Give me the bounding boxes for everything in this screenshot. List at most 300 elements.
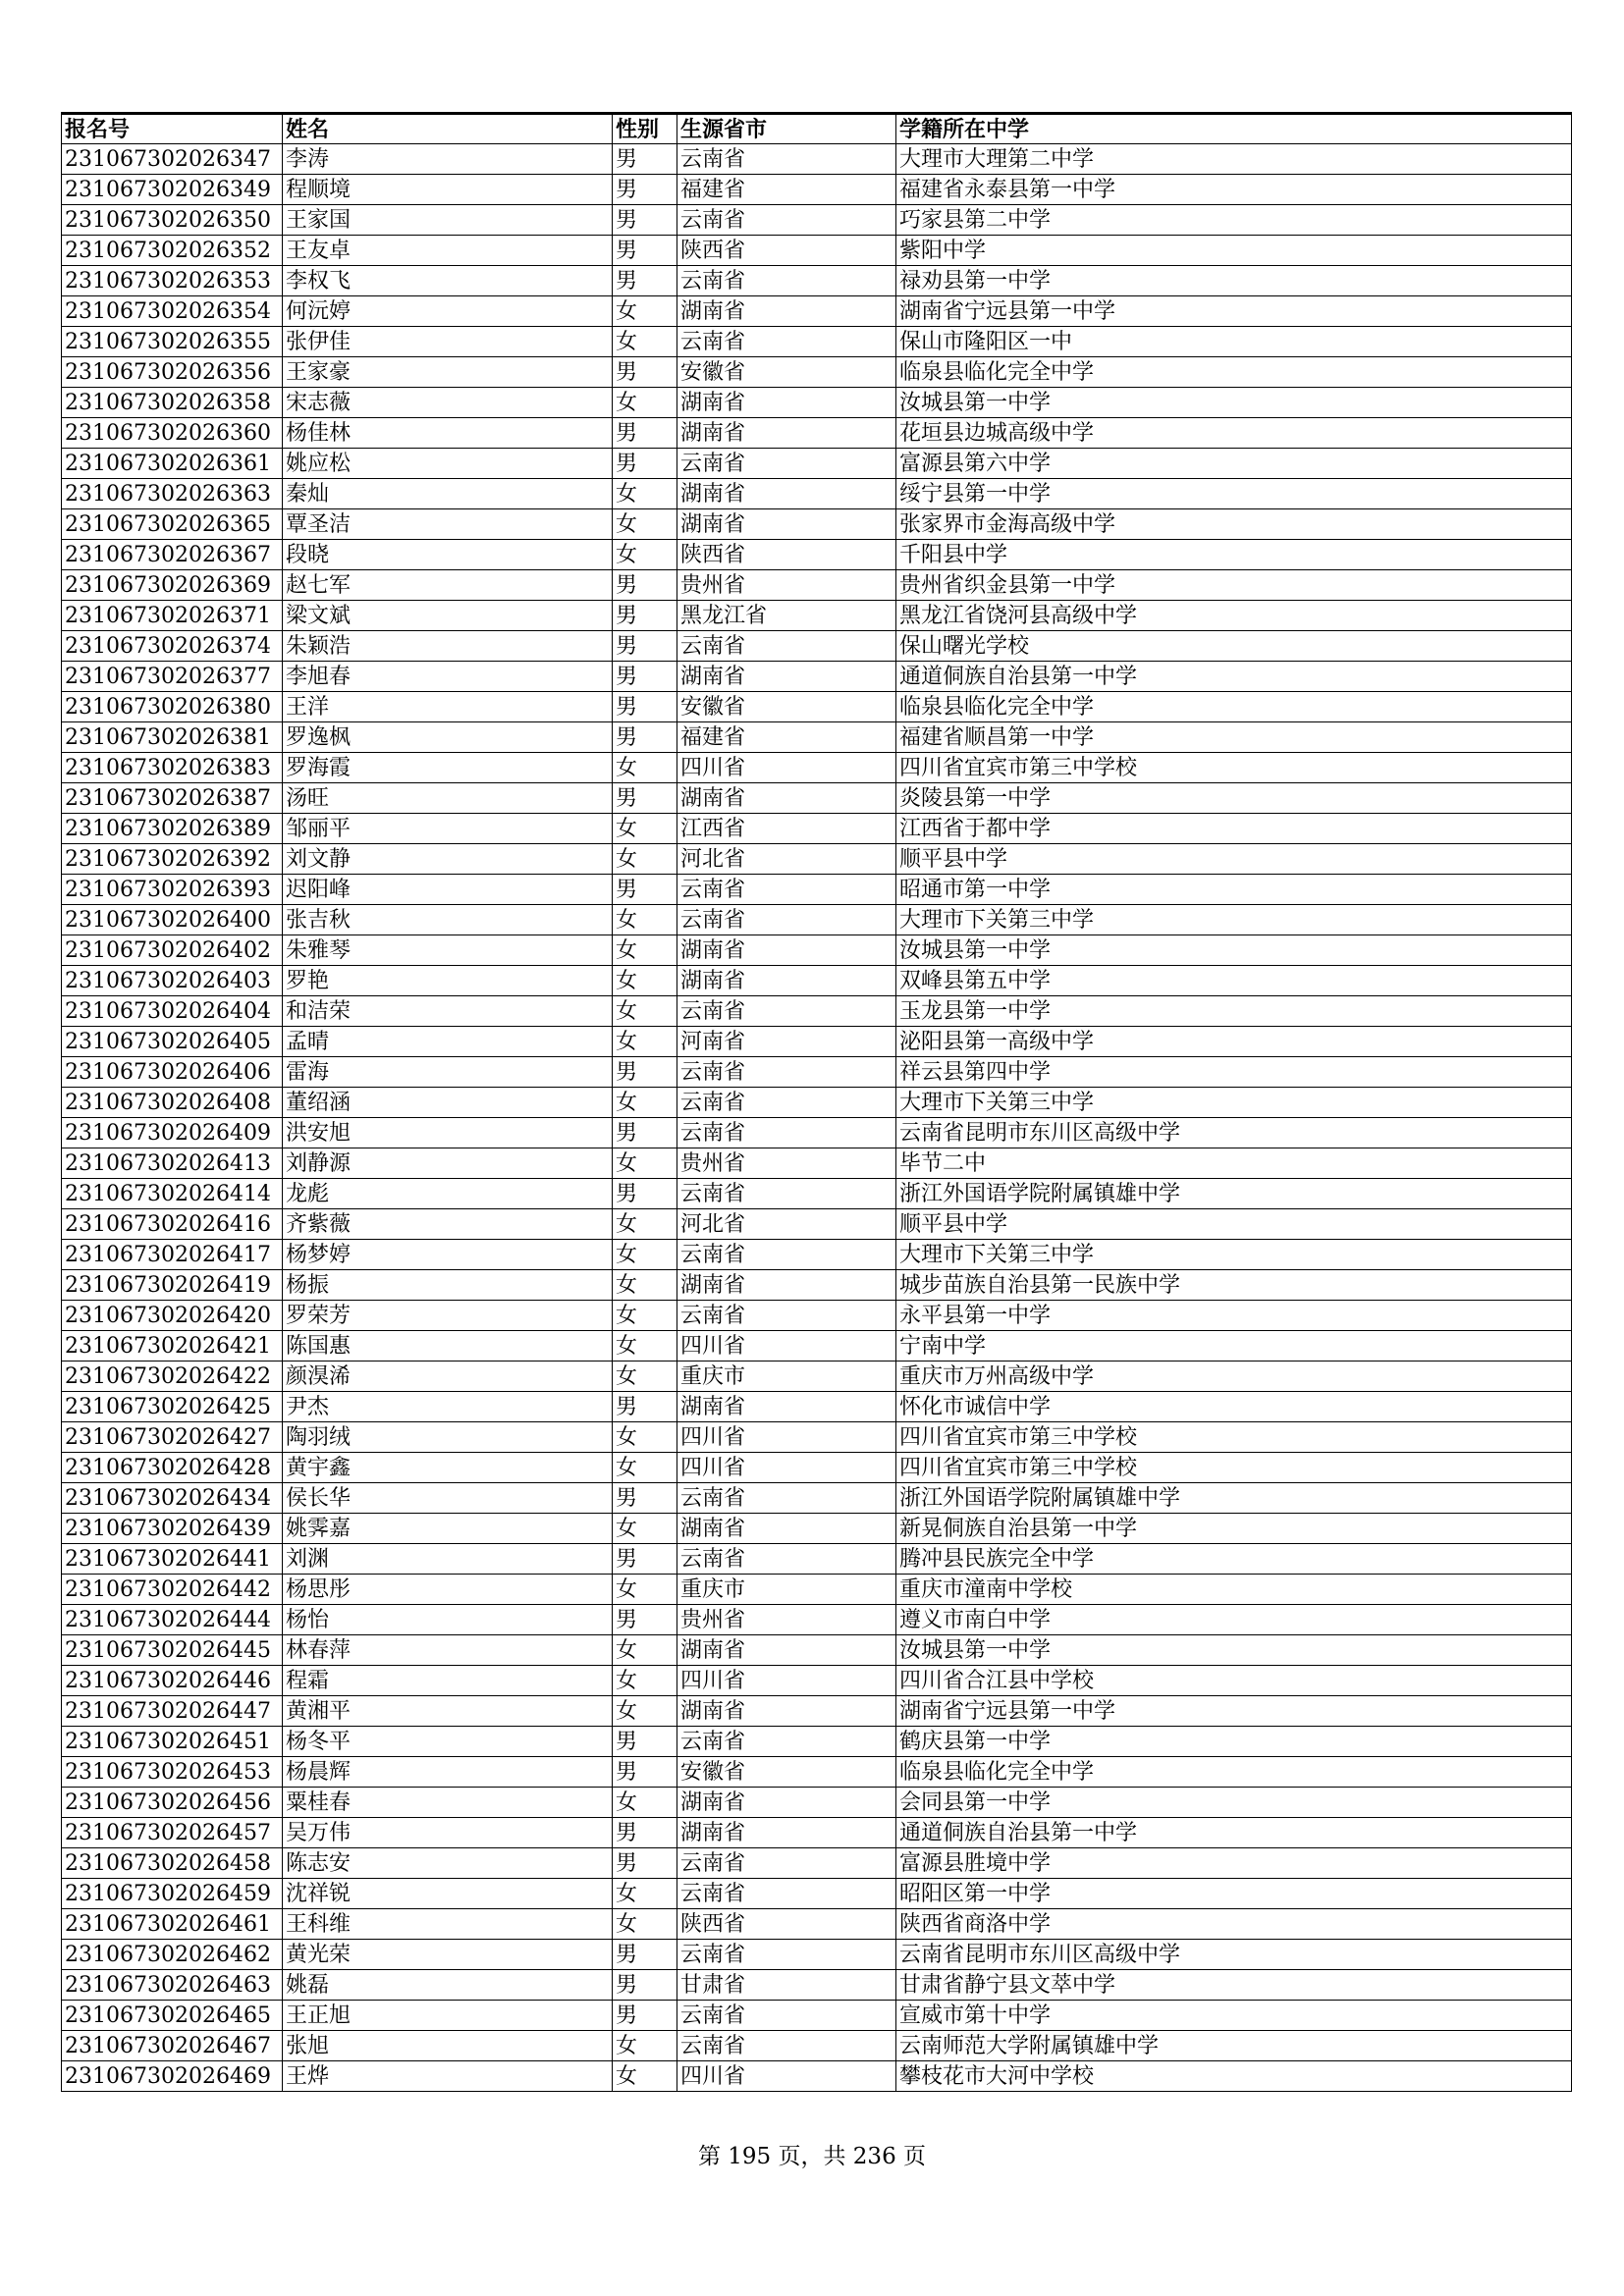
- table-row: [62, 1118, 1572, 1148]
- cell-province: 云南省: [677, 1940, 896, 1970]
- table-row: [62, 1879, 1572, 1909]
- cell-registration-number: 231067302026355: [62, 327, 283, 357]
- cell-name: 张吉秋: [283, 905, 613, 935]
- cell-gender: 女: [613, 1788, 677, 1818]
- cell-name: 黄湘平: [283, 1696, 613, 1727]
- cell-school: 大理市下关第三中学: [896, 1240, 1572, 1270]
- cell-province: 湖南省: [677, 1818, 896, 1848]
- cell-school: 汝城县第一中学: [896, 388, 1572, 418]
- cell-province: 云南省: [677, 1088, 896, 1118]
- cell-school: 千阳县中学: [896, 540, 1572, 570]
- cell-name: 姚霁嘉: [283, 1514, 613, 1544]
- table-row: [62, 1727, 1572, 1757]
- cell-registration-number: 231067302026420: [62, 1301, 283, 1331]
- cell-school: 临泉县临化完全中学: [896, 1757, 1572, 1788]
- table-row: [62, 1453, 1572, 1483]
- cell-name: 邹丽平: [283, 814, 613, 844]
- cell-province: 河北省: [677, 844, 896, 875]
- table-row: [62, 1970, 1572, 2001]
- cell-province: 云南省: [677, 1879, 896, 1909]
- cell-gender: 男: [613, 1179, 677, 1209]
- cell-province: 湖南省: [677, 1635, 896, 1666]
- table-row: [62, 753, 1572, 783]
- cell-gender: 男: [613, 449, 677, 479]
- cell-gender: 男: [613, 266, 677, 296]
- cell-registration-number: 231067302026402: [62, 935, 283, 966]
- cell-name: 张伊佳: [283, 327, 613, 357]
- cell-province: 湖南省: [677, 966, 896, 996]
- cell-school: 保山曙光学校: [896, 631, 1572, 662]
- cell-gender: 男: [613, 631, 677, 662]
- cell-province: 湖南省: [677, 662, 896, 692]
- cell-school: 祥云县第四中学: [896, 1057, 1572, 1088]
- cell-name: 何沅婷: [283, 296, 613, 327]
- cell-name: 杨振: [283, 1270, 613, 1301]
- cell-gender: 女: [613, 509, 677, 540]
- cell-province: 河南省: [677, 1027, 896, 1057]
- cell-name: 刘静源: [283, 1148, 613, 1179]
- table-row: [62, 1696, 1572, 1727]
- cell-gender: 女: [613, 540, 677, 570]
- cell-school: 四川省宜宾市第三中学校: [896, 1453, 1572, 1483]
- cell-gender: 男: [613, 875, 677, 905]
- cell-school: 云南省昆明市东川区高级中学: [896, 1118, 1572, 1148]
- admission-list-table: [61, 112, 1572, 2092]
- cell-gender: 女: [613, 935, 677, 966]
- cell-province: 四川省: [677, 2061, 896, 2092]
- table-row: [62, 601, 1572, 631]
- cell-school: 湖南省宁远县第一中学: [896, 1696, 1572, 1727]
- cell-name: 沈祥锐: [283, 1879, 613, 1909]
- cell-name: 龙彪: [283, 1179, 613, 1209]
- cell-gender: 女: [613, 388, 677, 418]
- cell-name: 程霜: [283, 1666, 613, 1696]
- cell-province: 安徽省: [677, 1757, 896, 1788]
- cell-registration-number: 231067302026374: [62, 631, 283, 662]
- cell-province: 云南省: [677, 1179, 896, 1209]
- table-row: [62, 1666, 1572, 1696]
- cell-school: 浙江外国语学院附属镇雄中学: [896, 1483, 1572, 1514]
- cell-province: 云南省: [677, 449, 896, 479]
- cell-name: 颜湨浠: [283, 1362, 613, 1392]
- cell-school: 顺平县中学: [896, 1209, 1572, 1240]
- cell-school: 江西省于都中学: [896, 814, 1572, 844]
- table-row: [62, 236, 1572, 266]
- cell-province: 四川省: [677, 1331, 896, 1362]
- cell-gender: 女: [613, 2061, 677, 2092]
- cell-name: 刘渊: [283, 1544, 613, 1575]
- cell-school: 昭通市第一中学: [896, 875, 1572, 905]
- cell-registration-number: 231067302026457: [62, 1818, 283, 1848]
- cell-province: 云南省: [677, 1301, 896, 1331]
- table-row: [62, 844, 1572, 875]
- cell-school: 永平县第一中学: [896, 1301, 1572, 1331]
- cell-gender: 男: [613, 2001, 677, 2031]
- cell-name: 尹杰: [283, 1392, 613, 1422]
- cell-registration-number: 231067302026456: [62, 1788, 283, 1818]
- cell-school: 绥宁县第一中学: [896, 479, 1572, 509]
- cell-province: 安徽省: [677, 692, 896, 722]
- table-row: [62, 1088, 1572, 1118]
- cell-school: 云南师范大学附属镇雄中学: [896, 2031, 1572, 2061]
- cell-province: 云南省: [677, 205, 896, 236]
- table-row: [62, 1544, 1572, 1575]
- cell-name: 陶羽绒: [283, 1422, 613, 1453]
- table-row: [62, 722, 1572, 753]
- table-row: [62, 418, 1572, 449]
- cell-school: 临泉县临化完全中学: [896, 357, 1572, 388]
- cell-name: 陈志安: [283, 1848, 613, 1879]
- cell-province: 湖南省: [677, 479, 896, 509]
- table-row: [62, 357, 1572, 388]
- cell-school: 新晃侗族自治县第一中学: [896, 1514, 1572, 1544]
- cell-school: 保山市隆阳区一中: [896, 327, 1572, 357]
- cell-school: 通道侗族自治县第一中学: [896, 662, 1572, 692]
- cell-registration-number: 231067302026434: [62, 1483, 283, 1514]
- cell-gender: 男: [613, 692, 677, 722]
- cell-name: 李权飞: [283, 266, 613, 296]
- table-row: [62, 2031, 1572, 2061]
- cell-registration-number: 231067302026462: [62, 1940, 283, 1970]
- cell-province: 湖南省: [677, 388, 896, 418]
- cell-school: 重庆市潼南中学校: [896, 1575, 1572, 1605]
- cell-province: 云南省: [677, 144, 896, 175]
- table-row: [62, 570, 1572, 601]
- table-row: [62, 1757, 1572, 1788]
- cell-school: 炎陵县第一中学: [896, 783, 1572, 814]
- cell-gender: 男: [613, 357, 677, 388]
- cell-school: 贵州省织金县第一中学: [896, 570, 1572, 601]
- table-row: [62, 1240, 1572, 1270]
- cell-gender: 男: [613, 1544, 677, 1575]
- table-row: [62, 875, 1572, 905]
- cell-province: 江西省: [677, 814, 896, 844]
- cell-school: 黑龙江省饶河县高级中学: [896, 601, 1572, 631]
- table-row: [62, 1909, 1572, 1940]
- cell-registration-number: 231067302026389: [62, 814, 283, 844]
- cell-name: 王科维: [283, 1909, 613, 1940]
- cell-province: 重庆市: [677, 1575, 896, 1605]
- table-header: [62, 114, 1572, 144]
- cell-province: 四川省: [677, 1453, 896, 1483]
- cell-registration-number: 231067302026369: [62, 570, 283, 601]
- cell-gender: 女: [613, 1240, 677, 1270]
- cell-name: 王家国: [283, 205, 613, 236]
- cell-province: 湖南省: [677, 1788, 896, 1818]
- cell-province: 湖南省: [677, 296, 896, 327]
- cell-name: 董绍涵: [283, 1088, 613, 1118]
- cell-name: 姚应松: [283, 449, 613, 479]
- cell-registration-number: 231067302026417: [62, 1240, 283, 1270]
- table-row: [62, 1483, 1572, 1514]
- cell-name: 杨梦婷: [283, 1240, 613, 1270]
- cell-gender: 女: [613, 966, 677, 996]
- cell-name: 和洁荣: [283, 996, 613, 1027]
- table-row: [62, 1635, 1572, 1666]
- cell-registration-number: 231067302026363: [62, 479, 283, 509]
- table-row: [62, 996, 1572, 1027]
- cell-gender: 女: [613, 1696, 677, 1727]
- cell-gender: 女: [613, 296, 677, 327]
- cell-gender: 男: [613, 570, 677, 601]
- header-school: 学籍所在中学: [896, 114, 1572, 144]
- cell-registration-number: 231067302026463: [62, 1970, 283, 2001]
- cell-gender: 女: [613, 1909, 677, 1940]
- table-row: [62, 2061, 1572, 2092]
- cell-school: 宁南中学: [896, 1331, 1572, 1362]
- cell-school: 顺平县中学: [896, 844, 1572, 875]
- cell-registration-number: 231067302026353: [62, 266, 283, 296]
- cell-name: 李旭春: [283, 662, 613, 692]
- cell-gender: 女: [613, 1453, 677, 1483]
- cell-school: 浙江外国语学院附属镇雄中学: [896, 1179, 1572, 1209]
- cell-registration-number: 231067302026347: [62, 144, 283, 175]
- cell-name: 杨思彤: [283, 1575, 613, 1605]
- cell-name: 朱颖浩: [283, 631, 613, 662]
- cell-school: 大理市大理第二中学: [896, 144, 1572, 175]
- cell-registration-number: 231067302026367: [62, 540, 283, 570]
- cell-registration-number: 231067302026405: [62, 1027, 283, 1057]
- cell-school: 紫阳中学: [896, 236, 1572, 266]
- cell-name: 段晓: [283, 540, 613, 570]
- cell-gender: 女: [613, 1331, 677, 1362]
- cell-province: 云南省: [677, 1240, 896, 1270]
- cell-gender: 女: [613, 1666, 677, 1696]
- cell-school: 大理市下关第三中学: [896, 905, 1572, 935]
- cell-gender: 男: [613, 662, 677, 692]
- page-number: 第 195 页，共 236 页: [697, 2144, 927, 2169]
- cell-registration-number: 231067302026416: [62, 1209, 283, 1240]
- cell-name: 迟阳峰: [283, 875, 613, 905]
- cell-registration-number: 231067302026409: [62, 1118, 283, 1148]
- cell-province: 湖南省: [677, 509, 896, 540]
- cell-gender: 女: [613, 1027, 677, 1057]
- cell-province: 云南省: [677, 631, 896, 662]
- cell-name: 覃圣洁: [283, 509, 613, 540]
- cell-registration-number: 231067302026404: [62, 996, 283, 1027]
- cell-school: 大理市下关第三中学: [896, 1088, 1572, 1118]
- cell-registration-number: 231067302026427: [62, 1422, 283, 1453]
- table-row: [62, 1514, 1572, 1544]
- cell-gender: 男: [613, 236, 677, 266]
- cell-school: 四川省宜宾市第三中学校: [896, 1422, 1572, 1453]
- cell-province: 甘肃省: [677, 1970, 896, 2001]
- cell-registration-number: 231067302026413: [62, 1148, 283, 1179]
- table-row: [62, 1179, 1572, 1209]
- table-row: [62, 2001, 1572, 2031]
- cell-school: 泌阳县第一高级中学: [896, 1027, 1572, 1057]
- table-row: [62, 1848, 1572, 1879]
- table-row: [62, 327, 1572, 357]
- cell-name: 齐紫薇: [283, 1209, 613, 1240]
- cell-name: 杨怡: [283, 1605, 613, 1635]
- cell-province: 湖南省: [677, 418, 896, 449]
- table-body: [62, 144, 1572, 2092]
- cell-registration-number: 231067302026451: [62, 1727, 283, 1757]
- cell-gender: 女: [613, 1088, 677, 1118]
- cell-registration-number: 231067302026459: [62, 1879, 283, 1909]
- cell-registration-number: 231067302026419: [62, 1270, 283, 1301]
- table-row: [62, 905, 1572, 935]
- cell-name: 王家豪: [283, 357, 613, 388]
- table-row: [62, 1392, 1572, 1422]
- cell-school: 玉龙县第一中学: [896, 996, 1572, 1027]
- table-row: [62, 296, 1572, 327]
- cell-registration-number: 231067302026400: [62, 905, 283, 935]
- table-row: [62, 449, 1572, 479]
- cell-province: 四川省: [677, 753, 896, 783]
- cell-name: 洪安旭: [283, 1118, 613, 1148]
- cell-gender: 女: [613, 996, 677, 1027]
- cell-registration-number: 231067302026461: [62, 1909, 283, 1940]
- cell-name: 罗海霞: [283, 753, 613, 783]
- cell-gender: 女: [613, 479, 677, 509]
- cell-province: 湖南省: [677, 1696, 896, 1727]
- table-row: [62, 1605, 1572, 1635]
- cell-registration-number: 231067302026465: [62, 2001, 283, 2031]
- cell-name: 赵七军: [283, 570, 613, 601]
- cell-registration-number: 231067302026439: [62, 1514, 283, 1544]
- cell-school: 四川省宜宾市第三中学校: [896, 753, 1572, 783]
- cell-school: 攀枝花市大河中学校: [896, 2061, 1572, 2092]
- cell-registration-number: 231067302026469: [62, 2061, 283, 2092]
- cell-gender: 女: [613, 1879, 677, 1909]
- cell-school: 四川省合江县中学校: [896, 1666, 1572, 1696]
- cell-province: 四川省: [677, 1666, 896, 1696]
- cell-registration-number: 231067302026421: [62, 1331, 283, 1362]
- cell-name: 侯长华: [283, 1483, 613, 1514]
- cell-registration-number: 231067302026408: [62, 1088, 283, 1118]
- cell-gender: 男: [613, 1057, 677, 1088]
- cell-province: 云南省: [677, 1727, 896, 1757]
- cell-registration-number: 231067302026387: [62, 783, 283, 814]
- header-row: [62, 114, 1572, 144]
- cell-registration-number: 231067302026380: [62, 692, 283, 722]
- cell-name: 王正旭: [283, 2001, 613, 2031]
- cell-gender: 女: [613, 814, 677, 844]
- cell-name: 雷海: [283, 1057, 613, 1088]
- cell-registration-number: 231067302026441: [62, 1544, 283, 1575]
- cell-name: 姚磊: [283, 1970, 613, 2001]
- table-row: [62, 1788, 1572, 1818]
- cell-province: 湖南省: [677, 783, 896, 814]
- cell-registration-number: 231067302026377: [62, 662, 283, 692]
- table-row: [62, 935, 1572, 966]
- cell-gender: 男: [613, 1483, 677, 1514]
- cell-gender: 男: [613, 1940, 677, 1970]
- cell-gender: 男: [613, 722, 677, 753]
- table-row: [62, 144, 1572, 175]
- cell-registration-number: 231067302026356: [62, 357, 283, 388]
- table-row: [62, 1148, 1572, 1179]
- cell-registration-number: 231067302026381: [62, 722, 283, 753]
- cell-province: 湖南省: [677, 1392, 896, 1422]
- cell-province: 福建省: [677, 722, 896, 753]
- cell-province: 云南省: [677, 1118, 896, 1148]
- cell-registration-number: 231067302026428: [62, 1453, 283, 1483]
- cell-province: 黑龙江省: [677, 601, 896, 631]
- cell-name: 杨冬平: [283, 1727, 613, 1757]
- cell-school: 巧家县第二中学: [896, 205, 1572, 236]
- cell-school: 张家界市金海高级中学: [896, 509, 1572, 540]
- cell-school: 毕节二中: [896, 1148, 1572, 1179]
- cell-province: 陕西省: [677, 1909, 896, 1940]
- cell-name: 陈国惠: [283, 1331, 613, 1362]
- cell-school: 昭阳区第一中学: [896, 1879, 1572, 1909]
- cell-gender: 男: [613, 1118, 677, 1148]
- cell-school: 福建省顺昌第一中学: [896, 722, 1572, 753]
- header-province: 生源省市: [677, 114, 896, 144]
- table-row: [62, 175, 1572, 205]
- cell-gender: 男: [613, 175, 677, 205]
- cell-province: 湖南省: [677, 1270, 896, 1301]
- cell-registration-number: 231067302026447: [62, 1696, 283, 1727]
- cell-registration-number: 231067302026349: [62, 175, 283, 205]
- cell-gender: 女: [613, 1422, 677, 1453]
- cell-registration-number: 231067302026442: [62, 1575, 283, 1605]
- table-row: [62, 783, 1572, 814]
- cell-province: 云南省: [677, 1848, 896, 1879]
- cell-province: 云南省: [677, 875, 896, 905]
- cell-school: 汝城县第一中学: [896, 935, 1572, 966]
- cell-gender: 女: [613, 753, 677, 783]
- cell-province: 重庆市: [677, 1362, 896, 1392]
- cell-gender: 女: [613, 1209, 677, 1240]
- cell-gender: 女: [613, 1635, 677, 1666]
- cell-school: 会同县第一中学: [896, 1788, 1572, 1818]
- cell-school: 禄劝县第一中学: [896, 266, 1572, 296]
- cell-gender: 女: [613, 2031, 677, 2061]
- cell-name: 罗逸枫: [283, 722, 613, 753]
- cell-name: 朱雅琴: [283, 935, 613, 966]
- cell-province: 云南省: [677, 1057, 896, 1088]
- cell-gender: 女: [613, 327, 677, 357]
- header-registration-number: 报名号: [62, 114, 283, 144]
- cell-school: 腾冲县民族完全中学: [896, 1544, 1572, 1575]
- cell-registration-number: 231067302026453: [62, 1757, 283, 1788]
- cell-province: 陕西省: [677, 540, 896, 570]
- table-row: [62, 662, 1572, 692]
- cell-gender: 女: [613, 1514, 677, 1544]
- cell-school: 临泉县临化完全中学: [896, 692, 1572, 722]
- cell-registration-number: 231067302026358: [62, 388, 283, 418]
- cell-gender: 女: [613, 1148, 677, 1179]
- cell-name: 林春萍: [283, 1635, 613, 1666]
- table-row: [62, 1270, 1572, 1301]
- cell-gender: 女: [613, 1362, 677, 1392]
- cell-name: 李涛: [283, 144, 613, 175]
- cell-school: 花垣县边城高级中学: [896, 418, 1572, 449]
- cell-gender: 男: [613, 1757, 677, 1788]
- cell-gender: 男: [613, 205, 677, 236]
- cell-gender: 男: [613, 1727, 677, 1757]
- cell-gender: 男: [613, 783, 677, 814]
- cell-school: 陕西省商洛中学: [896, 1909, 1572, 1940]
- header-gender: 性别: [613, 114, 677, 144]
- cell-name: 汤旺: [283, 783, 613, 814]
- cell-registration-number: 231067302026350: [62, 205, 283, 236]
- cell-registration-number: 231067302026425: [62, 1392, 283, 1422]
- cell-registration-number: 231067302026393: [62, 875, 283, 905]
- cell-school: 通道侗族自治县第一中学: [896, 1818, 1572, 1848]
- cell-registration-number: 231067302026446: [62, 1666, 283, 1696]
- cell-name: 张旭: [283, 2031, 613, 2061]
- cell-province: 云南省: [677, 1544, 896, 1575]
- cell-registration-number: 231067302026383: [62, 753, 283, 783]
- cell-province: 云南省: [677, 905, 896, 935]
- cell-gender: 男: [613, 1392, 677, 1422]
- cell-name: 杨佳林: [283, 418, 613, 449]
